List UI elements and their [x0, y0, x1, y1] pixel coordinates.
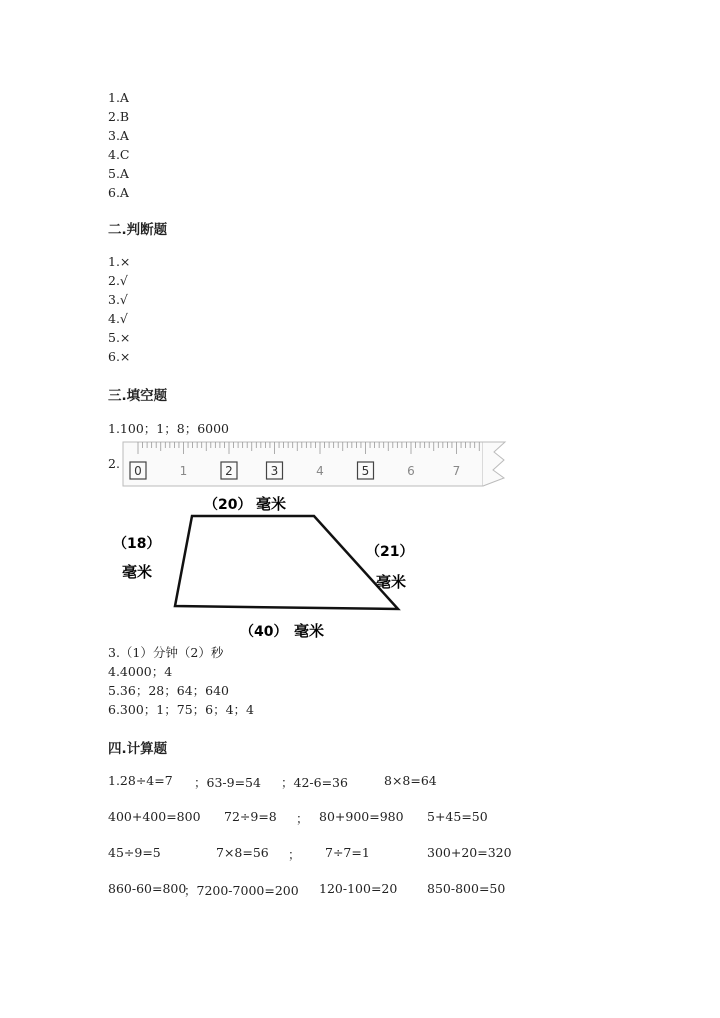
- calc-item: 120-100=20: [319, 881, 398, 896]
- ruler-tick-label: 0: [134, 464, 142, 478]
- calc-item: ；42-6=36: [281, 775, 348, 790]
- calc-item: 7×8=56: [216, 845, 269, 860]
- calc-item: 45÷9=5: [108, 845, 161, 860]
- answer-line: 6.A: [108, 185, 129, 200]
- bottom-unit-label: 毫米: [294, 622, 325, 640]
- ruler-tick-label: 6: [407, 464, 415, 478]
- left-length-label: （18）: [113, 536, 161, 552]
- calc-item: 850-800=50: [427, 881, 506, 896]
- answer-line: 5.×: [108, 330, 131, 345]
- fill-answer-6: 6.300；1；75；6；4；4: [108, 702, 255, 717]
- fill-answer-3: 3.（1）分钟（2）秒: [108, 645, 224, 660]
- answer-line: 4.√: [108, 311, 128, 326]
- trapezoid-shape: [175, 516, 398, 609]
- ruler-tick-label: 2: [225, 464, 233, 478]
- bottom-length-label: （40）: [240, 624, 288, 640]
- calc-item: 300+20=320: [427, 845, 512, 860]
- answer-line: 6.×: [108, 349, 131, 364]
- fill-answer-1: 1.100；1；8；6000: [108, 421, 230, 436]
- section4-heading: 四.计算题: [108, 741, 168, 757]
- top-unit-label: 毫米: [256, 495, 287, 513]
- calc-item: 7÷7=1: [325, 845, 370, 860]
- calc-item: ；: [288, 847, 301, 862]
- answer-line: 2.B: [108, 109, 130, 124]
- ruler-tick-label: 5: [361, 464, 370, 478]
- ruler-figure: [120, 438, 510, 490]
- calc-item: 860-60=800: [108, 881, 187, 896]
- answer-line: 5.A: [108, 166, 129, 181]
- calc-row-3: [108, 845, 528, 861]
- calc-item: 1.28÷4=7: [108, 773, 173, 788]
- calc-item: ；: [296, 811, 309, 826]
- top-length-label: （20）: [204, 497, 252, 513]
- answer-line: 2.√: [108, 273, 128, 288]
- calc-row-4: [108, 881, 528, 897]
- left-unit-label: 毫米: [122, 563, 153, 581]
- ruler-tick-label: 1: [179, 464, 188, 478]
- section3-heading: 三.填空题: [108, 388, 168, 404]
- ruler-tick-label: 4: [316, 464, 324, 478]
- right-unit-label: 毫米: [376, 573, 407, 591]
- trapezoid-figure: [108, 488, 428, 648]
- fill-answer-5: 5.36；28；64；640: [108, 683, 230, 698]
- right-length-label: （21）: [366, 544, 414, 560]
- calc-row-1: [108, 773, 528, 789]
- answer-line: 1.×: [108, 254, 131, 269]
- answer-line: 1.A: [108, 90, 129, 105]
- calc-item: ；63-9=54: [194, 775, 261, 790]
- calc-item: 400+400=800: [108, 809, 201, 824]
- ruler-tick-label: 7: [452, 464, 461, 478]
- answer-line: 3.√: [108, 292, 128, 307]
- calc-item: ；7200-7000=200: [184, 883, 299, 898]
- section2-heading: 二.判断题: [108, 222, 168, 238]
- calc-item: 5+45=50: [427, 809, 488, 824]
- calc-item: 80+900=980: [319, 809, 404, 824]
- fill-answer-2-label: 2.: [108, 456, 120, 471]
- calc-row-2: [108, 809, 528, 825]
- answer-line: 3.A: [108, 128, 129, 143]
- ruler-tick-label: 3: [270, 464, 279, 478]
- fill-answer-4: 4.4000；4: [108, 664, 173, 679]
- calc-item: 72÷9=8: [224, 809, 277, 824]
- answer-line: 4.C: [108, 147, 130, 162]
- calc-item: 8×8=64: [384, 773, 437, 788]
